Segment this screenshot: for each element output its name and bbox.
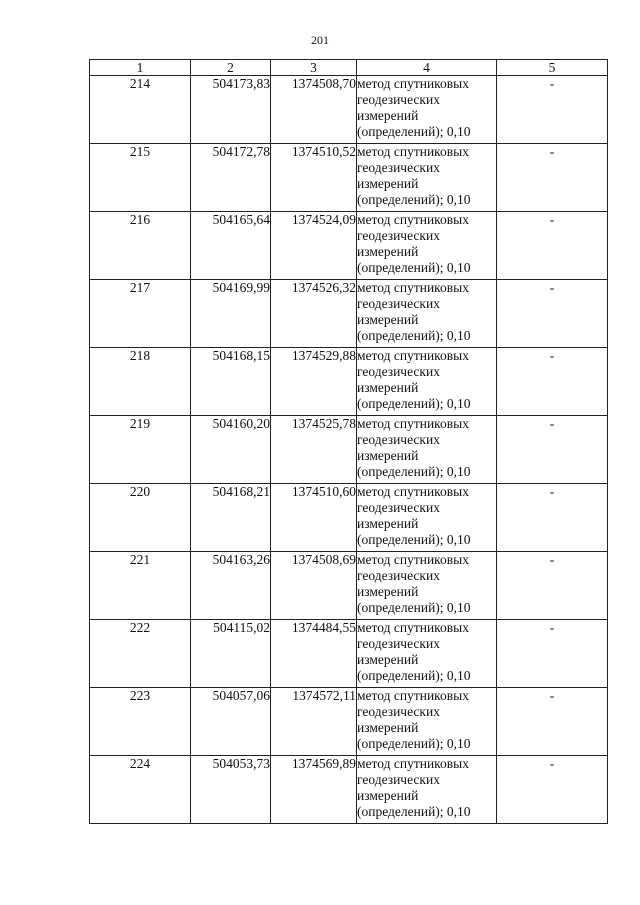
note-cell: - xyxy=(497,756,608,824)
point-number-cell: 216 xyxy=(90,212,191,280)
x-coordinate-cell: 504057,06 xyxy=(191,688,271,756)
table-row xyxy=(90,620,608,688)
point-number-cell: 219 xyxy=(90,416,191,484)
method-line: (определений); 0,10 xyxy=(357,396,471,411)
point-number-cell: 215 xyxy=(90,144,191,212)
note-cell: - xyxy=(497,212,608,280)
method-line: геодезических xyxy=(357,772,440,787)
y-coordinate-cell: 1374524,09 xyxy=(271,212,357,280)
method-line: (определений); 0,10 xyxy=(357,668,471,683)
method-line: метод спутниковых xyxy=(357,348,469,363)
method-cell xyxy=(357,280,497,348)
y-coordinate-cell: 1374526,32 xyxy=(271,280,357,348)
table-row xyxy=(90,552,608,620)
point-number-cell: 224 xyxy=(90,756,191,824)
x-coordinate-cell: 504160,20 xyxy=(191,416,271,484)
header-col-5: 5 xyxy=(497,60,608,76)
method-line: измерений xyxy=(357,176,419,191)
y-coordinate-cell: 1374508,70 xyxy=(271,76,357,144)
method-line: геодезических xyxy=(357,704,440,719)
method-line: измерений xyxy=(357,108,419,123)
table-row xyxy=(90,212,608,280)
method-line: метод спутниковых xyxy=(357,620,469,635)
x-coordinate-cell: 504165,64 xyxy=(191,212,271,280)
point-number-cell: 221 xyxy=(90,552,191,620)
method-line: (определений); 0,10 xyxy=(357,532,471,547)
method-line: метод спутниковых xyxy=(357,484,469,499)
method-line: геодезических xyxy=(357,568,440,583)
method-line: измерений xyxy=(357,652,419,667)
method-line: (определений); 0,10 xyxy=(357,260,471,275)
header-col-4: 4 xyxy=(357,60,497,76)
y-coordinate-cell: 1374508,69 xyxy=(271,552,357,620)
method-line: геодезических xyxy=(357,500,440,515)
method-cell xyxy=(357,552,497,620)
y-coordinate-cell: 1374484,55 xyxy=(271,620,357,688)
method-line: геодезических xyxy=(357,92,440,107)
method-cell xyxy=(357,484,497,552)
method-line: измерений xyxy=(357,516,419,531)
note-cell: - xyxy=(497,484,608,552)
method-line: геодезических xyxy=(357,364,440,379)
header-col-2: 2 xyxy=(191,60,271,76)
x-coordinate-cell: 504173,83 xyxy=(191,76,271,144)
header-col-3: 3 xyxy=(271,60,357,76)
method-line: (определений); 0,10 xyxy=(357,464,471,479)
method-line: (определений); 0,10 xyxy=(357,600,471,615)
method-line: измерений xyxy=(357,788,419,803)
method-cell xyxy=(357,756,497,824)
x-coordinate-cell: 504172,78 xyxy=(191,144,271,212)
x-coordinate-cell: 504115,02 xyxy=(191,620,271,688)
method-line: метод спутниковых xyxy=(357,688,469,703)
y-coordinate-cell: 1374569,89 xyxy=(271,756,357,824)
method-line: метод спутниковых xyxy=(357,756,469,771)
method-cell xyxy=(357,144,497,212)
y-coordinate-cell: 1374510,52 xyxy=(271,144,357,212)
point-number-cell: 223 xyxy=(90,688,191,756)
table-row xyxy=(90,76,608,144)
note-cell: - xyxy=(497,552,608,620)
method-cell xyxy=(357,76,497,144)
note-cell: - xyxy=(497,76,608,144)
x-coordinate-cell: 504168,15 xyxy=(191,348,271,416)
y-coordinate-cell: 1374572,11 xyxy=(271,688,357,756)
note-cell: - xyxy=(497,416,608,484)
header-col-1: 1 xyxy=(90,60,191,76)
table-row xyxy=(90,416,608,484)
point-number-cell: 220 xyxy=(90,484,191,552)
x-coordinate-cell: 504168,21 xyxy=(191,484,271,552)
table-row xyxy=(90,756,608,824)
table-row xyxy=(90,688,608,756)
header-row xyxy=(90,60,608,76)
point-number-cell: 218 xyxy=(90,348,191,416)
method-line: измерений xyxy=(357,720,419,735)
y-coordinate-cell: 1374525,78 xyxy=(271,416,357,484)
method-cell xyxy=(357,348,497,416)
method-line: геодезических xyxy=(357,228,440,243)
method-line: (определений); 0,10 xyxy=(357,192,471,207)
table-row xyxy=(90,484,608,552)
method-line: геодезических xyxy=(357,432,440,447)
table-header xyxy=(90,60,608,76)
note-cell: - xyxy=(497,280,608,348)
method-line: метод спутниковых xyxy=(357,280,469,295)
y-coordinate-cell: 1374529,88 xyxy=(271,348,357,416)
x-coordinate-cell: 504053,73 xyxy=(191,756,271,824)
method-cell xyxy=(357,416,497,484)
method-line: геодезических xyxy=(357,296,440,311)
method-cell xyxy=(357,688,497,756)
method-line: метод спутниковых xyxy=(357,416,469,431)
method-cell xyxy=(357,212,497,280)
table-row xyxy=(90,280,608,348)
method-line: геодезических xyxy=(357,636,440,651)
method-cell xyxy=(357,620,497,688)
y-coordinate-cell: 1374510,60 xyxy=(271,484,357,552)
note-cell: - xyxy=(497,348,608,416)
method-line: (определений); 0,10 xyxy=(357,736,471,751)
note-cell: - xyxy=(497,144,608,212)
method-line: (определений); 0,10 xyxy=(357,804,471,819)
method-line: метод спутниковых xyxy=(357,144,469,159)
method-line: измерений xyxy=(357,312,419,327)
method-line: метод спутниковых xyxy=(357,76,469,91)
x-coordinate-cell: 504163,26 xyxy=(191,552,271,620)
point-number-cell: 222 xyxy=(90,620,191,688)
method-line: геодезических xyxy=(357,160,440,175)
table-body xyxy=(90,76,608,824)
x-coordinate-cell: 504169,99 xyxy=(191,280,271,348)
note-cell: - xyxy=(497,620,608,688)
method-line: измерений xyxy=(357,448,419,463)
page-number: 201 xyxy=(311,33,329,47)
method-line: метод спутниковых xyxy=(357,552,469,567)
method-line: (определений); 0,10 xyxy=(357,328,471,343)
method-line: (определений); 0,10 xyxy=(357,124,471,139)
note-cell: - xyxy=(497,688,608,756)
point-number-cell: 214 xyxy=(90,76,191,144)
method-line: измерений xyxy=(357,584,419,599)
point-number-cell: 217 xyxy=(90,280,191,348)
table-row xyxy=(90,348,608,416)
table-row xyxy=(90,144,608,212)
method-line: измерений xyxy=(357,380,419,395)
coordinates-table xyxy=(89,59,608,824)
method-line: измерений xyxy=(357,244,419,259)
method-line: метод спутниковых xyxy=(357,212,469,227)
